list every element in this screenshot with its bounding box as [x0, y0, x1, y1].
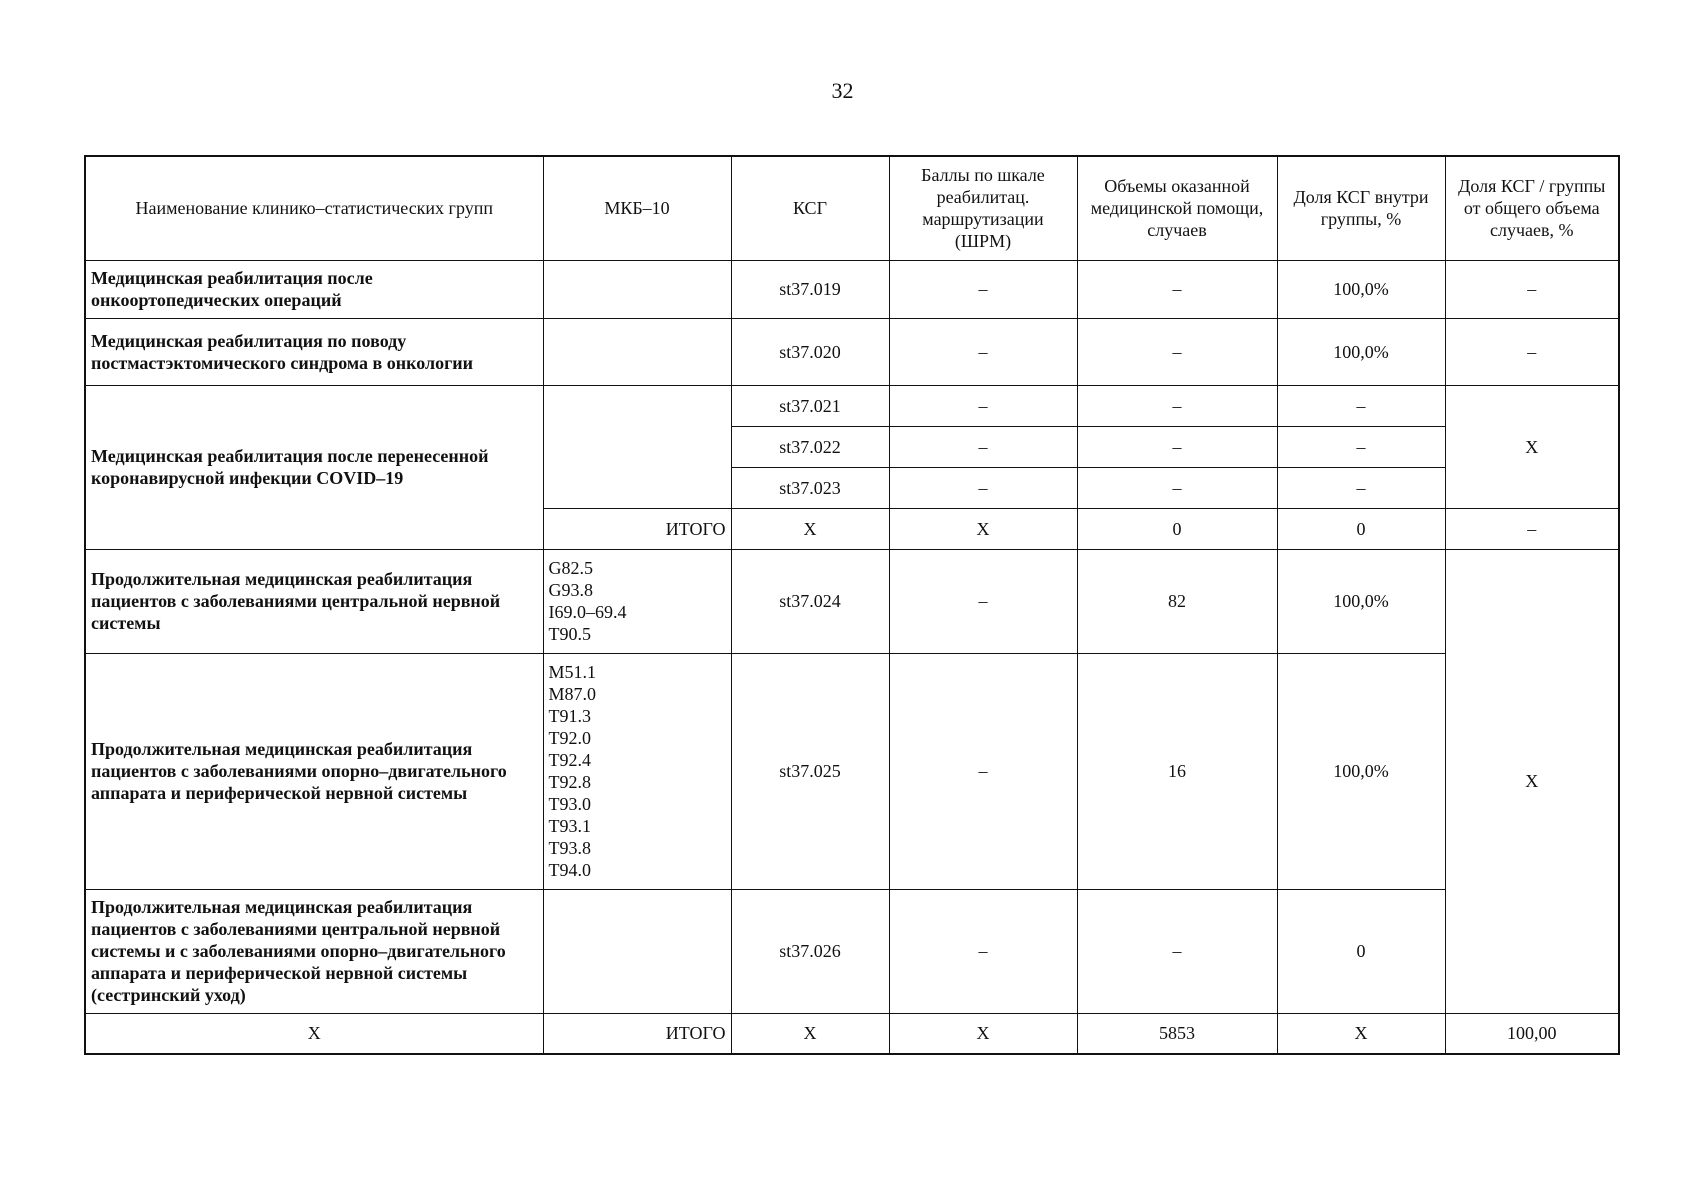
share-cell: –	[1277, 467, 1445, 508]
ksg-code: st37.024	[731, 549, 889, 653]
mkb-code: T93.1	[548, 816, 591, 836]
total-row	[85, 1013, 1619, 1054]
header-name: Наименование клинико–статистических групп	[85, 156, 543, 260]
header-ksg: КСГ	[731, 156, 889, 260]
mkb-code: T92.8	[548, 772, 591, 792]
mkb-cell	[543, 318, 731, 385]
score-cell: –	[889, 260, 1077, 318]
ksg-code: st37.020	[731, 318, 889, 385]
share-cell: 0	[1277, 889, 1445, 1013]
header-row	[85, 156, 1619, 260]
ksg-code: st37.021	[731, 385, 889, 426]
score-cell: –	[889, 653, 1077, 889]
mkb-cell	[543, 549, 731, 653]
mkb-cell	[543, 653, 731, 889]
mkb-code: T92.0	[548, 728, 591, 748]
share-cell: 100,0%	[1277, 653, 1445, 889]
volume-cell: –	[1077, 260, 1277, 318]
volume-cell: 0	[1077, 508, 1277, 549]
share-cell: 100,0%	[1277, 318, 1445, 385]
ksg-code: st37.026	[731, 889, 889, 1013]
volume-cell: 82	[1077, 549, 1277, 653]
total-label: ИТОГО	[543, 1013, 731, 1054]
ksg-code: st37.023	[731, 467, 889, 508]
volume-cell: –	[1077, 318, 1277, 385]
score-cell: –	[889, 426, 1077, 467]
mkb-code: T93.0	[548, 794, 591, 814]
share-cell: –	[1277, 385, 1445, 426]
ksg-code: st37.019	[731, 260, 889, 318]
mkb-code: T94.0	[548, 860, 591, 880]
volume-cell: –	[1077, 889, 1277, 1013]
ksg-table	[84, 155, 1620, 1055]
group-name: Х	[85, 1013, 543, 1054]
table-row	[85, 889, 1619, 1013]
ksg-code: Х	[731, 508, 889, 549]
header-volume: Объемы оказанной медицинской помощи, случаев	[1077, 156, 1277, 260]
mkb-code: I69.0–69.4	[548, 602, 627, 622]
mkb-code: M87.0	[548, 684, 597, 704]
page-number: 32	[831, 78, 854, 103]
header-mkb: МКБ–10	[543, 156, 731, 260]
group-name: Продолжительная медицинская реабилитация пациентов с заболеваниями центральной нервной системы	[85, 549, 543, 653]
volume-cell: –	[1077, 467, 1277, 508]
header-share-total: Доля КСГ / группы от общего объема случаев, %	[1445, 156, 1619, 260]
ksg-code: Х	[731, 1013, 889, 1054]
table-row	[85, 260, 1619, 318]
total-share-cell: Х	[1445, 549, 1619, 1013]
share-cell: Х	[1277, 1013, 1445, 1054]
mkb-cell	[543, 889, 731, 1013]
share-cell: –	[1277, 426, 1445, 467]
volume-cell: 16	[1077, 653, 1277, 889]
mkb-code: M51.1	[548, 662, 597, 682]
table-row	[85, 385, 1619, 426]
group-name: Медицинская реабилитация после перенесенной коронавирусной инфекции COVID–19	[85, 385, 543, 549]
mkb-code: T93.8	[548, 838, 591, 858]
mkb-cell	[543, 385, 731, 508]
volume-cell: –	[1077, 385, 1277, 426]
group-name: Медицинская реабилитация после онкоортопедических операций	[85, 260, 543, 318]
mkb-code: T92.4	[548, 750, 591, 770]
subtotal-label: ИТОГО	[543, 508, 731, 549]
header-share-in-group: Доля КСГ внутри группы, %	[1277, 156, 1445, 260]
total-share-cell: Х	[1445, 385, 1619, 508]
ksg-code: st37.022	[731, 426, 889, 467]
group-name: Продолжительная медицинская реабилитация пациентов с заболеваниями центральной нервной системы и с заболеваниями опорно–двигательного аппарата и периферической нервной системы (сестринский уход)	[85, 889, 543, 1013]
ksg-code: st37.025	[731, 653, 889, 889]
score-cell: –	[889, 467, 1077, 508]
total-share-cell: –	[1445, 318, 1619, 385]
header-score: Баллы по шкале реабилитац. маршрутизации (ШРМ)	[889, 156, 1077, 260]
mkb-code: T90.5	[548, 624, 591, 644]
score-cell: –	[889, 889, 1077, 1013]
table-row	[85, 318, 1619, 385]
share-cell: 100,0%	[1277, 549, 1445, 653]
mkb-cell	[543, 260, 731, 318]
score-cell: –	[889, 318, 1077, 385]
total-share-cell: 100,00	[1445, 1013, 1619, 1054]
score-cell: –	[889, 549, 1077, 653]
total-share-cell: –	[1445, 508, 1619, 549]
group-name: Продолжительная медицинская реабилитация пациентов с заболеваниями опорно–двигательного аппарата и периферической нервной системы	[85, 653, 543, 889]
share-cell: 100,0%	[1277, 260, 1445, 318]
volume-cell: 5853	[1077, 1013, 1277, 1054]
volume-cell: –	[1077, 426, 1277, 467]
score-cell: Х	[889, 1013, 1077, 1054]
mkb-code: T91.3	[548, 706, 591, 726]
score-cell: –	[889, 385, 1077, 426]
share-cell: 0	[1277, 508, 1445, 549]
group-name: Медицинская реабилитация по поводу постмастэктомического синдрома в онкологии	[85, 318, 543, 385]
total-share-cell: –	[1445, 260, 1619, 318]
table-row	[85, 549, 1619, 653]
score-cell: Х	[889, 508, 1077, 549]
mkb-code: G82.5	[548, 558, 593, 578]
mkb-code: G93.8	[548, 580, 593, 600]
table-row	[85, 653, 1619, 889]
